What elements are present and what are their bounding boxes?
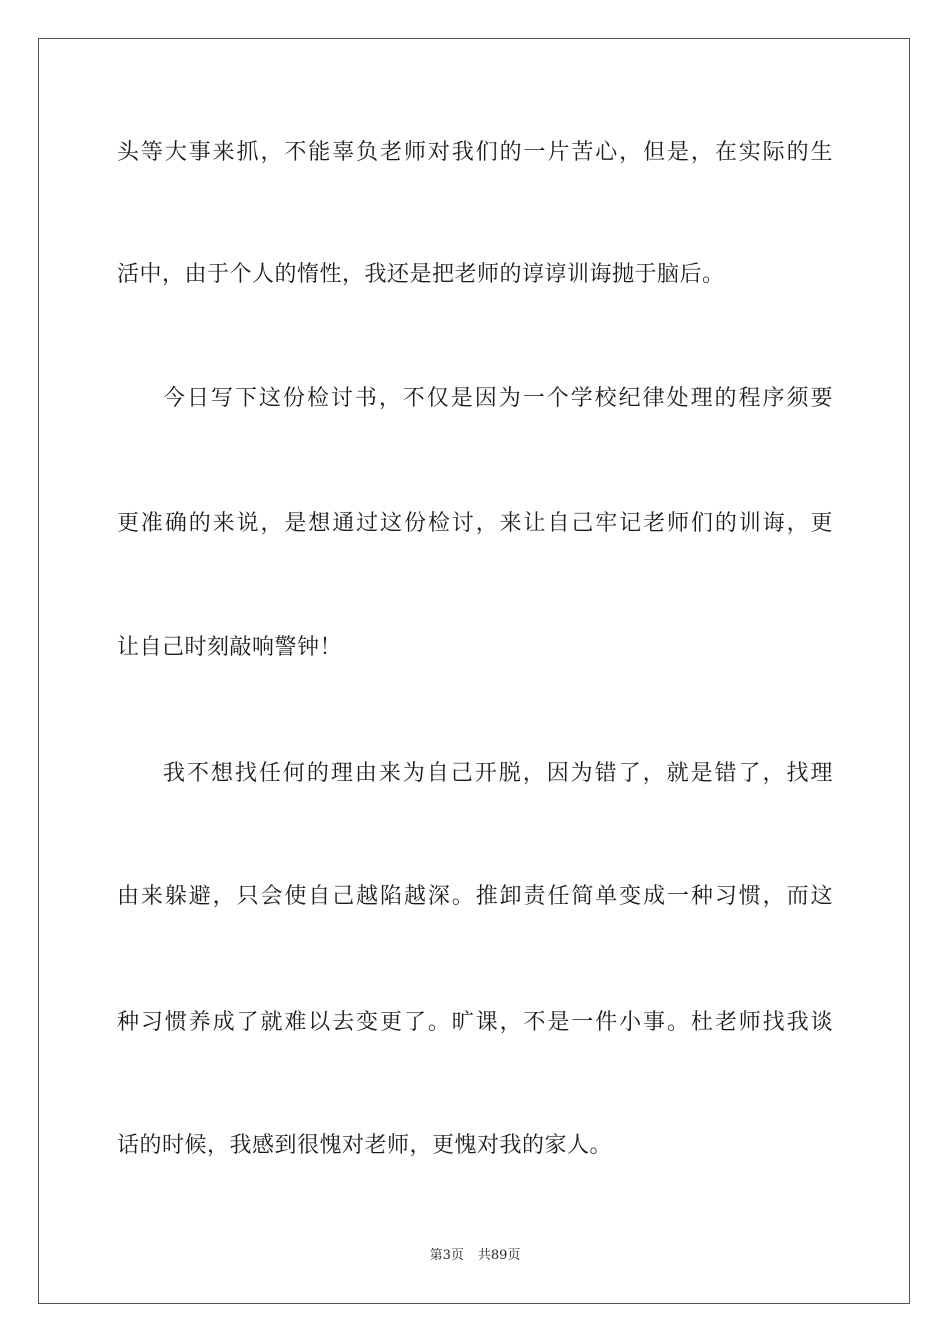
page-total: 共89页 bbox=[477, 1248, 521, 1263]
page-border bbox=[38, 38, 910, 1304]
paragraph-line: 更准确的来说，是想通过这份检讨，来让自己牢记老师们的训诲，更 bbox=[117, 511, 833, 536]
page-footer bbox=[0, 1248, 950, 1264]
paragraph-line: 让自己时刻敲响警钟！ bbox=[117, 635, 343, 660]
paragraph-line: 种习惯养成了就难以去变更了。旷课，不是一件小事。杜老师找我谈 bbox=[117, 1010, 833, 1035]
paragraph-line: 今日写下这份检讨书，不仅是因为一个学校纪律处理的程序须要 bbox=[163, 386, 833, 411]
paragraph-line: 头等大事来抓，不能辜负老师对我们的一片苦心，但是，在实际的生 bbox=[117, 140, 833, 165]
paragraph-line: 我不想找任何的理由来为自己开脱，因为错了，就是错了，找理 bbox=[163, 761, 833, 786]
page-number: 第3页 bbox=[429, 1248, 464, 1263]
paragraph-line: 活中，由于个人的惰性，我还是把老师的谆谆训诲抛于脑后。 bbox=[117, 262, 725, 287]
paragraph-line: 由来躲避，只会使自己越陷越深。推卸责任简单变成一种习惯，而这 bbox=[117, 884, 833, 909]
paragraph-line: 话的时候，我感到很愧对老师，更愧对我的家人。 bbox=[117, 1133, 613, 1158]
